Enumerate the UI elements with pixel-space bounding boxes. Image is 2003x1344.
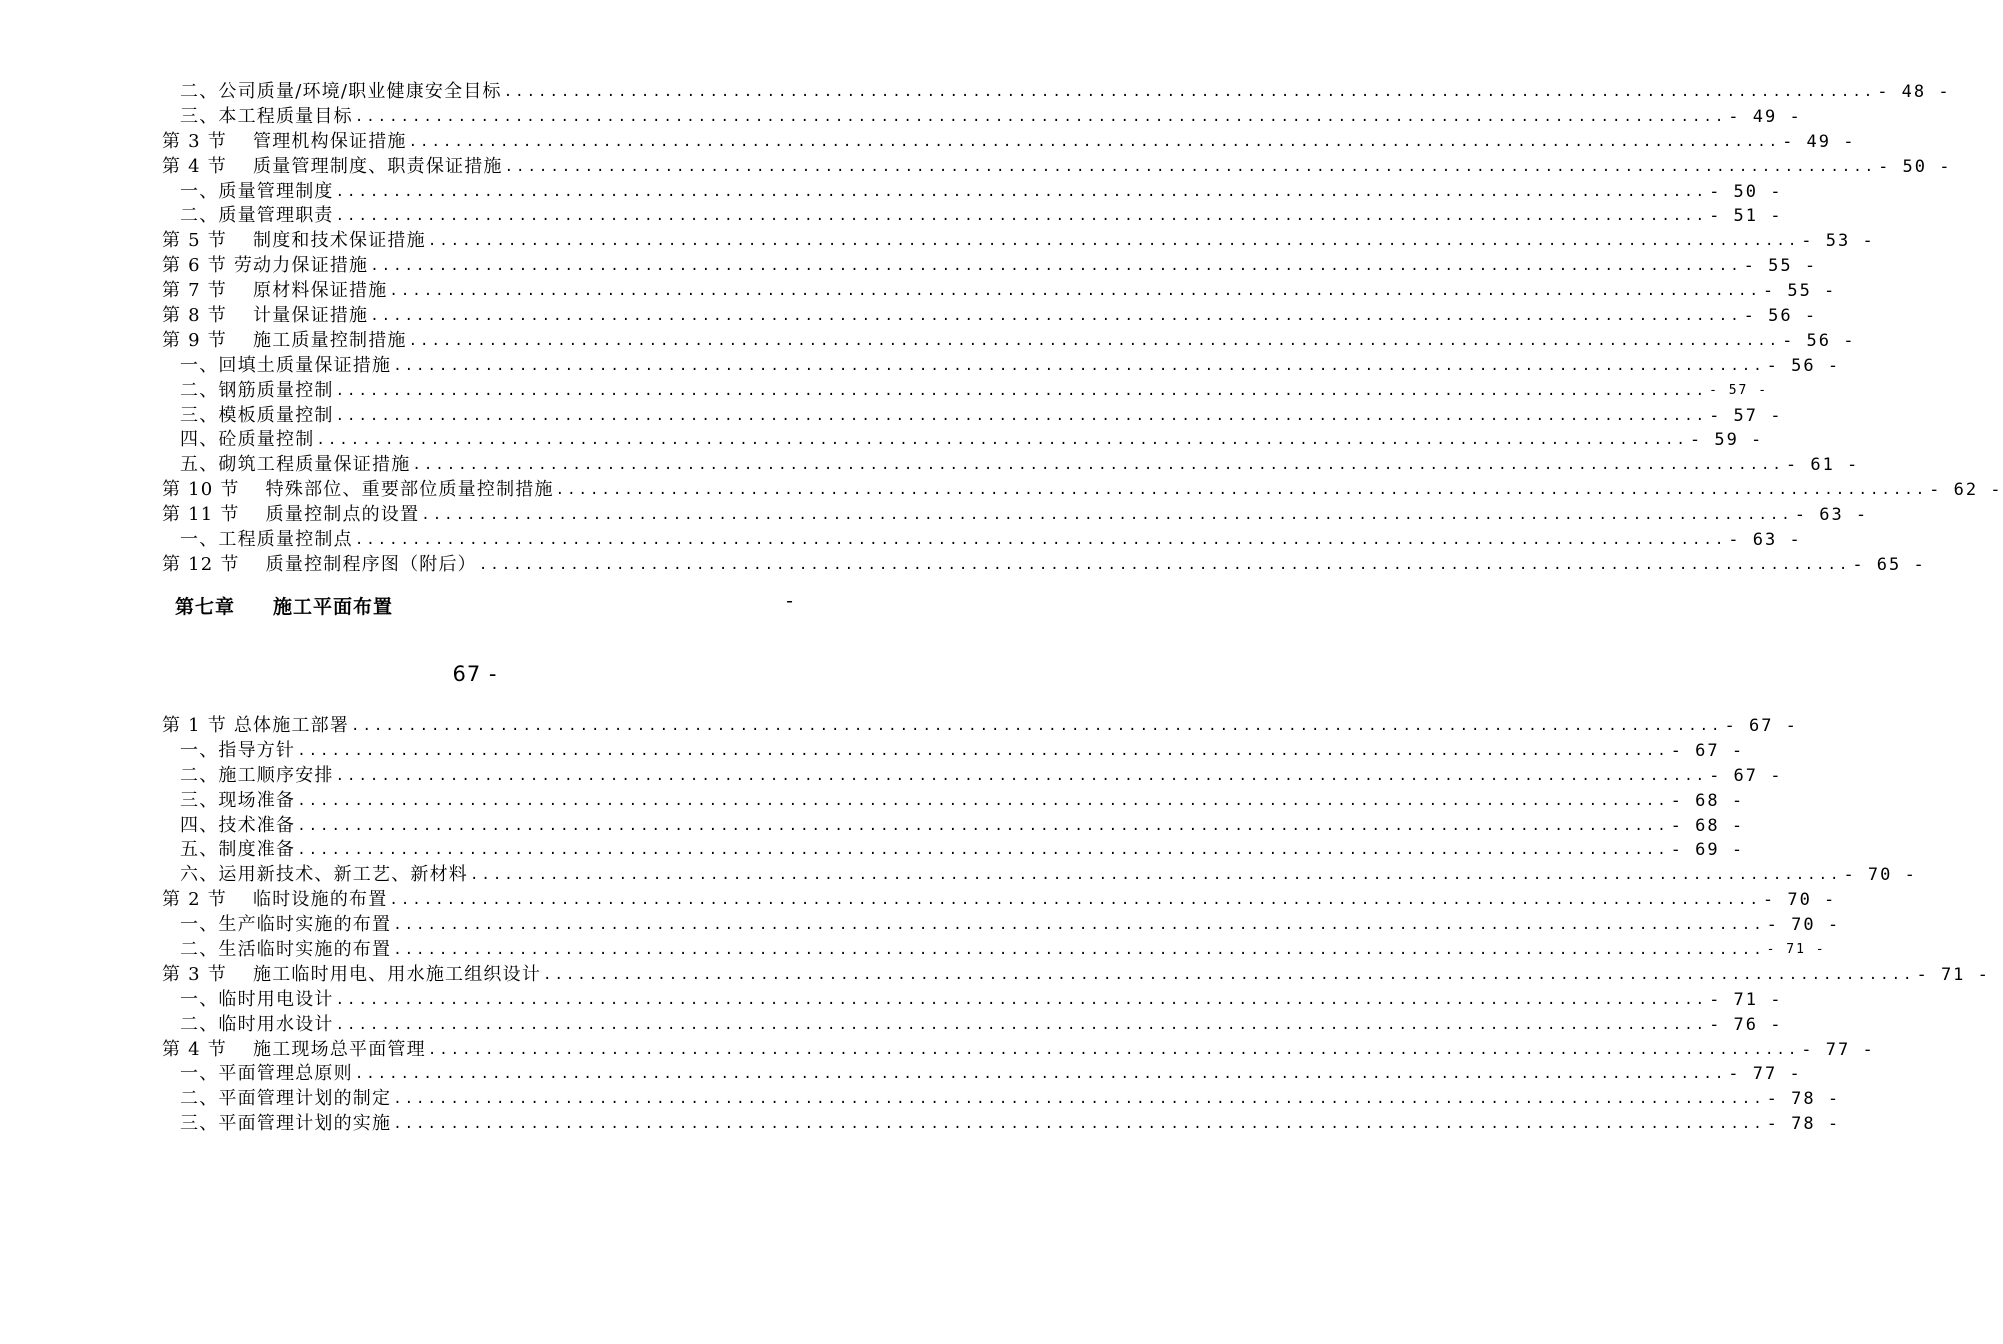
toc-section-quality bbox=[162, 80, 2003, 578]
toc-entry[interactable] bbox=[162, 254, 1818, 279]
toc-entry-title: 第 10 节 特殊部位、重要部位质量控制措施 bbox=[162, 479, 554, 501]
dot-leader: ........................................................................................................................ bbox=[427, 233, 1800, 250]
toc-entry[interactable] bbox=[162, 913, 1841, 938]
toc-entry[interactable] bbox=[162, 428, 1764, 453]
dot-leader: ........................................................................................................................ bbox=[504, 158, 1877, 175]
toc-entry-title: 二、平面管理计划的制定 bbox=[180, 1088, 392, 1110]
toc-entry-page: - 50 - bbox=[1709, 181, 1783, 202]
toc-entry-title: 一、回填土质量保证措施 bbox=[180, 354, 392, 376]
toc-entry[interactable] bbox=[162, 963, 1990, 988]
dot-leader: ........................................................................................................................ bbox=[354, 532, 1727, 549]
toc-entry[interactable] bbox=[162, 528, 1802, 553]
toc-entry[interactable] bbox=[162, 714, 1798, 739]
toc-entry-title: 第 9 节 施工质量控制措施 bbox=[162, 329, 407, 351]
toc-entry-page: - 57 - bbox=[1709, 405, 1783, 426]
toc-entry[interactable] bbox=[162, 105, 1802, 130]
toc-entry-title: 第 5 节 制度和技术保证措施 bbox=[162, 230, 426, 252]
toc-entry-title: 五、砌筑工程质量保证措施 bbox=[180, 454, 411, 476]
toc-entry-page: - 57 - bbox=[1709, 382, 1769, 398]
dot-leader: ........................................................................................................................ bbox=[335, 1016, 1708, 1033]
toc-entry-title: 二、临时用水设计 bbox=[180, 1013, 334, 1035]
dot-leader: ........................................................................................................................ bbox=[393, 1116, 1765, 1133]
toc-entry-page: - 56 - bbox=[1743, 306, 1818, 326]
toc-entry-page: - 70 - bbox=[1843, 865, 1917, 886]
toc-entry-page: - 77 - bbox=[1801, 1039, 1875, 1060]
dot-leader: ........................................................................................................................ bbox=[389, 283, 1761, 300]
toc-entry[interactable] bbox=[162, 379, 1769, 404]
toc-entry[interactable] bbox=[162, 1062, 1802, 1087]
toc-section-layout bbox=[162, 714, 1990, 1137]
toc-entry-title: 二、生活临时实施的布置 bbox=[180, 939, 392, 960]
toc-entry-page: - 63 - bbox=[1728, 530, 1802, 551]
toc-entry-title: 三、平面管理计划的实施 bbox=[180, 1113, 392, 1135]
toc-entry-page: - 56 - bbox=[1782, 330, 1856, 351]
toc-entry-title: 一、生产临时实施的布置 bbox=[180, 914, 392, 936]
toc-entry[interactable] bbox=[162, 888, 1837, 913]
toc-entry-title: 第 4 节 施工现场总平面管理 bbox=[162, 1038, 426, 1060]
toc-entry-title: 三、本工程质量目标 bbox=[180, 105, 353, 127]
toc-entry[interactable] bbox=[162, 503, 1869, 528]
toc-entry-page: - 77 - bbox=[1728, 1064, 1802, 1085]
toc-entry-page: - 76 - bbox=[1709, 1014, 1783, 1035]
toc-entry-page: - 61 - bbox=[1785, 455, 1860, 476]
dot-leader: ........................................................................................................................ bbox=[297, 742, 1669, 759]
toc-entry-page: - 71 - bbox=[1916, 964, 1990, 985]
toc-entry[interactable] bbox=[162, 1013, 1783, 1038]
chapter-title: 施工平面布置 bbox=[273, 596, 394, 618]
toc-entry-page: - 71 - bbox=[1766, 942, 1826, 957]
toc-entry-title: 二、钢筋质量控制 bbox=[180, 379, 334, 401]
dot-leader: ........................................................................................................................ bbox=[421, 507, 1793, 524]
toc-entry[interactable] bbox=[162, 1112, 1841, 1137]
dot-leader: ........................................................................................................................ bbox=[354, 1066, 1727, 1083]
toc-entry-title: 第 11 节 质量控制点的设置 bbox=[162, 504, 420, 526]
toc-entry-page: - 69 - bbox=[1670, 840, 1745, 861]
dot-leader: ........................................................................................................................ bbox=[393, 1091, 1765, 1108]
toc-entry-page: - 68 - bbox=[1670, 815, 1745, 836]
dot-leader: ........................................................................................................................ bbox=[354, 108, 1727, 125]
toc-entry-title: 三、模板质量控制 bbox=[180, 404, 334, 426]
toc-entry[interactable] bbox=[162, 838, 1745, 863]
dot-leader: ........................................................................................................................ bbox=[335, 382, 1708, 399]
dot-leader: ........................................................................................................................ bbox=[408, 332, 1781, 349]
toc-entry-title: 第 7 节 原材料保证措施 bbox=[162, 280, 388, 302]
toc-entry-title: 第 2 节 临时设施的布置 bbox=[162, 889, 388, 911]
toc-entry[interactable] bbox=[162, 553, 1926, 578]
toc-entry-title: 第 1 节 总体施工部署 bbox=[162, 714, 350, 736]
dot-leader: ........................................................................................................................ bbox=[427, 1041, 1800, 1058]
dot-leader: ........................................................................................................................ bbox=[393, 917, 1765, 934]
toc-entry-title: 一、工程质量控制点 bbox=[180, 529, 353, 551]
toc-entry[interactable] bbox=[162, 938, 1826, 963]
toc-entry-page: - 48 - bbox=[1877, 81, 1951, 102]
toc-entry-title: 四、技术准备 bbox=[180, 814, 296, 836]
toc-entry-page: - 67 - bbox=[1709, 765, 1783, 786]
toc-entry[interactable] bbox=[162, 453, 1860, 478]
toc-entry[interactable] bbox=[162, 155, 1952, 180]
toc-entry-page: - 55 - bbox=[1762, 281, 1837, 302]
toc-entry-page: - 70 - bbox=[1762, 890, 1837, 911]
dot-leader: ........................................................................................................................ bbox=[543, 966, 1915, 983]
dot-leader: ........................................................................................................................ bbox=[470, 867, 1842, 884]
toc-entry-title: 第 3 节 管理机构保证措施 bbox=[162, 130, 407, 152]
toc-entry-title: 第 8 节 计量保证措施 bbox=[162, 305, 369, 326]
toc-entry[interactable] bbox=[162, 863, 1917, 888]
dot-leader: ........................................................................................................................ bbox=[389, 892, 1761, 909]
dot-leader: ........................................................................................................................ bbox=[370, 308, 1742, 324]
toc-entry-page: - 53 - bbox=[1801, 231, 1875, 252]
toc-entry[interactable] bbox=[162, 279, 1837, 304]
toc-entry[interactable] bbox=[162, 988, 1783, 1013]
toc-entry[interactable] bbox=[162, 180, 1783, 205]
toc-entry-page: - 49 - bbox=[1782, 131, 1856, 152]
toc-entry-title: 六、运用新技术、新工艺、新材料 bbox=[180, 864, 468, 886]
dot-leader: ........................................................................................................................ bbox=[393, 357, 1765, 374]
toc-entry-page: - 51 - bbox=[1709, 206, 1783, 227]
toc-entry[interactable] bbox=[162, 764, 1783, 789]
toc-entry-title: 二、质量管理职责 bbox=[180, 205, 334, 227]
toc-entry[interactable] bbox=[162, 739, 1745, 764]
toc-entry[interactable] bbox=[162, 1038, 1875, 1063]
toc-entry-page: - 67 - bbox=[1724, 715, 1798, 736]
toc-entry[interactable] bbox=[162, 404, 1783, 429]
dot-leader: ........................................................................................................................ bbox=[297, 817, 1669, 834]
toc-entry-page: - 59 - bbox=[1689, 430, 1764, 451]
toc-entry-page: - 50 - bbox=[1878, 156, 1952, 177]
toc-entry-title: 二、施工顺序安排 bbox=[180, 764, 334, 786]
dot-leader: ........................................................................................................................ bbox=[478, 556, 1851, 573]
dot-leader: ........................................................................................................................ bbox=[335, 183, 1708, 200]
toc-entry-page: - 71 - bbox=[1709, 989, 1783, 1010]
dot-leader: ........................................................................................................................ bbox=[370, 258, 1742, 275]
dot-leader: ........................................................................................................................ bbox=[335, 407, 1708, 424]
toc-entry-page: - 68 - bbox=[1670, 790, 1745, 811]
toc-entry-title: 一、质量管理制度 bbox=[180, 180, 334, 202]
toc-entry-title: 第 4 节 质量管理制度、职责保证措施 bbox=[162, 155, 503, 177]
toc-entry-title: 第 3 节 施工临时用电、用水施工组织设计 bbox=[162, 963, 542, 985]
dot-leader: ........................................................................................................................ bbox=[503, 83, 1876, 100]
toc-entry[interactable] bbox=[162, 130, 1856, 155]
dot-leader: ........................................................................................................................ bbox=[335, 767, 1708, 784]
dot-leader: ........................................................................................................................ bbox=[335, 991, 1708, 1008]
toc-entry-title: 第 12 节 质量控制程序图（附后） bbox=[162, 553, 477, 575]
toc-entry-title: 二、公司质量/环境/职业健康安全目标 bbox=[180, 80, 502, 102]
dot-leader: ........................................................................................................................ bbox=[408, 133, 1781, 150]
toc-entry[interactable] bbox=[162, 354, 1841, 379]
chapter-number: 第七章 bbox=[175, 596, 236, 618]
dot-leader: ........................................................................................................................ bbox=[335, 208, 1708, 225]
toc-entry-page: - 65 - bbox=[1852, 554, 1926, 575]
chapter-heading bbox=[175, 590, 805, 620]
dot-leader: ........................................................................................................................ bbox=[316, 432, 1688, 449]
toc-entry-title: 一、平面管理总原则 bbox=[180, 1063, 353, 1085]
toc-entry-page: - 70 - bbox=[1766, 915, 1841, 936]
toc-entry[interactable] bbox=[162, 478, 2003, 503]
toc-entry[interactable] bbox=[162, 304, 1818, 329]
toc-entry-title: 一、指导方针 bbox=[180, 739, 296, 761]
toc-entry[interactable] bbox=[162, 814, 1745, 839]
toc-entry-page: - 56 - bbox=[1766, 355, 1841, 376]
toc-entry-page: - 49 - bbox=[1728, 106, 1802, 127]
toc-entry-page: - 62 - bbox=[1929, 480, 2003, 501]
toc-entry-title: 五、制度准备 bbox=[180, 839, 296, 861]
toc-entry-title: 一、临时用电设计 bbox=[180, 988, 334, 1010]
toc-entry-title: 第 6 节 劳动力保证措施 bbox=[162, 255, 369, 277]
toc-entry[interactable] bbox=[162, 80, 1951, 105]
toc-entry-page: - 63 - bbox=[1794, 505, 1869, 526]
toc-entry[interactable] bbox=[162, 1087, 1841, 1112]
dot-leader: ........................................................................................................................ bbox=[555, 482, 1928, 499]
toc-entry[interactable] bbox=[162, 789, 1745, 814]
toc-entry-page: - 78 - bbox=[1766, 1114, 1841, 1135]
chapter-page-dash: - bbox=[786, 590, 793, 612]
toc-entry-page: - 67 - bbox=[1670, 740, 1745, 761]
dot-leader: ........................................................................................................................ bbox=[412, 457, 1784, 474]
toc-entry-page: - 78 - bbox=[1766, 1089, 1841, 1110]
dot-leader: ........................................................................................................................ bbox=[393, 942, 1765, 958]
toc-entry[interactable] bbox=[162, 229, 1875, 254]
toc-entry-title: 四、砼质量控制 bbox=[180, 429, 315, 451]
toc-entry[interactable] bbox=[162, 204, 1783, 229]
toc-entry[interactable] bbox=[162, 329, 1856, 354]
dot-leader: ........................................................................................................................ bbox=[351, 717, 1723, 734]
toc-entry-page: - 55 - bbox=[1743, 256, 1818, 277]
chapter-page-number: 67 - bbox=[452, 662, 498, 686]
toc-entry-title: 三、现场准备 bbox=[180, 789, 296, 811]
dot-leader: ........................................................................................................................ bbox=[297, 792, 1669, 809]
dot-leader: ........................................................................................................................ bbox=[297, 842, 1669, 859]
